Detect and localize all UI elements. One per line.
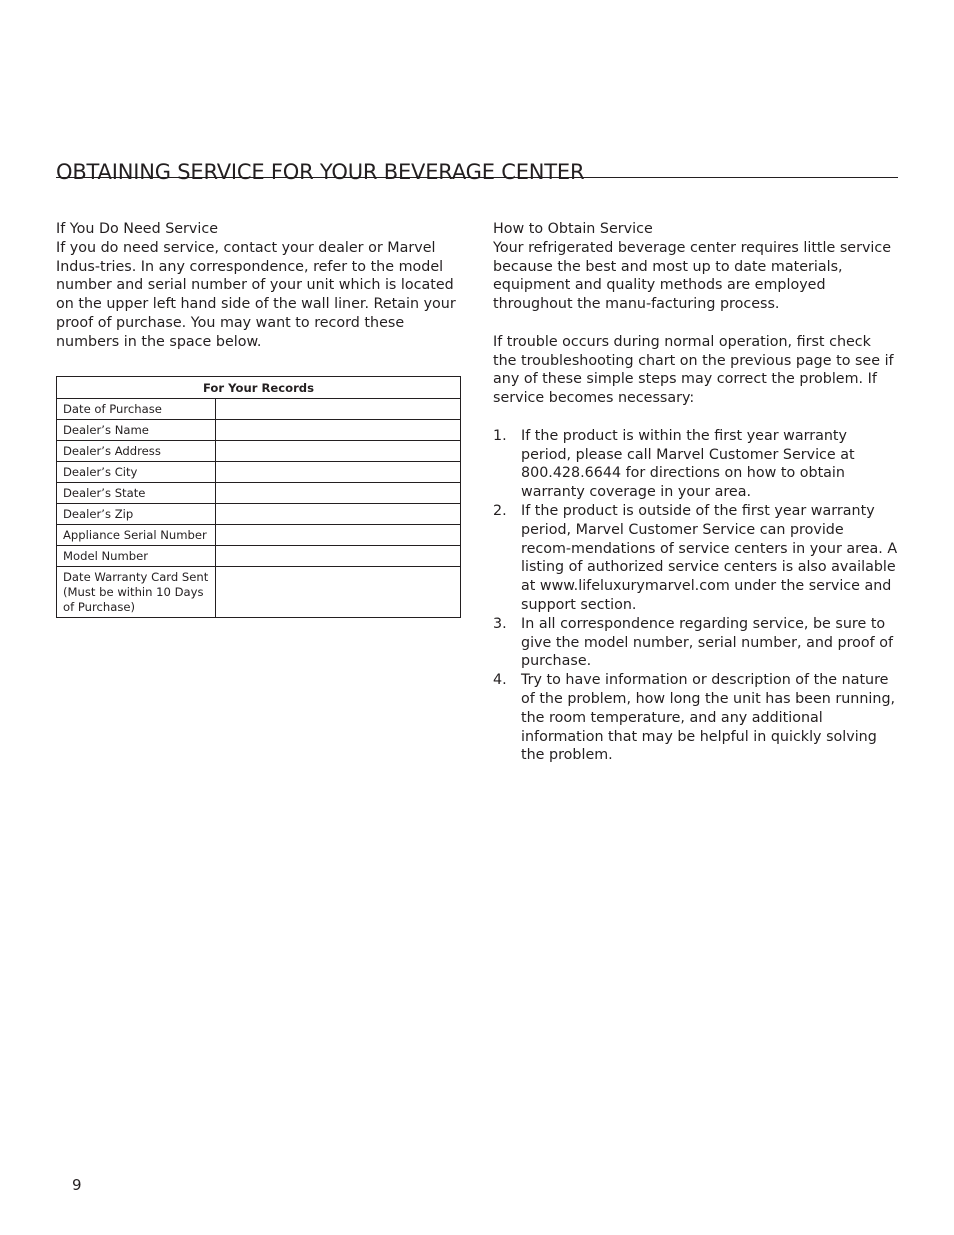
- row-label: Dealer’s Address: [57, 441, 216, 462]
- step-number: 4.: [493, 672, 507, 689]
- row-value: [216, 567, 461, 618]
- service-steps: [493, 427, 898, 765]
- need-service-section: [56, 220, 462, 352]
- table-row: [57, 462, 461, 483]
- row-label: Appliance Serial Number: [57, 525, 216, 546]
- table-row: [57, 399, 461, 420]
- row-label: Dealer’s Name: [57, 420, 216, 441]
- obtain-service-section: [493, 220, 898, 765]
- section-heading: How to Obtain Service: [493, 221, 653, 237]
- row-label: Dealer’s City: [57, 462, 216, 483]
- table-row: [57, 525, 461, 546]
- row-value: [216, 420, 461, 441]
- row-value: [216, 399, 461, 420]
- row-value: [216, 462, 461, 483]
- records-table: [56, 376, 461, 618]
- row-value: [216, 441, 461, 462]
- step-text: If the product is outside of the first year warranty period, Marvel Customer Service can provide recom-mendations of service centers in your area. A listing of authorized service centers is also available at www.lifeluxurymarvel.com under the service and support section.: [521, 502, 898, 613]
- row-value: [216, 525, 461, 546]
- row-value: [216, 504, 461, 525]
- row-value: [216, 483, 461, 504]
- row-value: [216, 546, 461, 567]
- list-item: [493, 502, 898, 615]
- table-row: [57, 546, 461, 567]
- page-number: 9: [72, 1176, 82, 1194]
- row-label: Model Number: [57, 546, 216, 567]
- table-row: [57, 567, 461, 618]
- step-number: 3.: [493, 615, 507, 632]
- row-label: Dealer’s Zip: [57, 504, 216, 525]
- list-item: [493, 671, 898, 765]
- records-header: For Your Records: [57, 377, 461, 399]
- step-text: If the product is within the first year warranty period, please call Marvel Customer Service at 800.428.6644 for directions on how to obtain warranty coverage in your area.: [521, 427, 855, 501]
- page-title: OBTAINING SERVICE FOR YOUR BEVERAGE CENTER: [56, 160, 585, 185]
- row-label: Date Warranty Card Sent (Must be within 10 Days of Purchase): [57, 567, 216, 618]
- table-row: [57, 420, 461, 441]
- table-row: [57, 483, 461, 504]
- step-text: In all correspondence regarding service, be sure to give the model number, serial number, and proof of purchase.: [521, 615, 893, 670]
- intro-paragraph: Your refrigerated beverage center requires little service because the best and most up to date materials, equipment and quality methods are employed throughout the manu-facturing process.: [493, 239, 892, 313]
- step-number: 2.: [493, 502, 507, 519]
- trouble-paragraph: If trouble occurs during normal operation, first check the troubleshooting chart on the previous page to see if any of these simple steps may correct the problem. If service becomes necessary:: [493, 333, 894, 407]
- list-item: [493, 615, 898, 671]
- records-header-row: [57, 377, 461, 399]
- section-heading: If You Do Need Service: [56, 221, 219, 237]
- row-label: Date of Purchase: [57, 399, 216, 420]
- table-row: [57, 441, 461, 462]
- row-label: Dealer’s State: [57, 483, 216, 504]
- step-number: 1.: [493, 427, 507, 444]
- section-body: If you do need service, contact your dealer or Marvel Indus-tries. In any correspondence, refer to the model number and serial number of your unit which is located on the upper left hand side of the wall liner. Retain your proof of purchase. You may want to record these numbers in the space below.: [56, 239, 456, 350]
- list-item: [493, 427, 898, 502]
- table-row: [57, 504, 461, 525]
- title-divider: [56, 177, 898, 178]
- step-text: Try to have information or description of the nature of the problem, how long the unit has been running, the room temperature, and any additional information that may be helpful in quickly solving the problem.: [521, 672, 896, 764]
